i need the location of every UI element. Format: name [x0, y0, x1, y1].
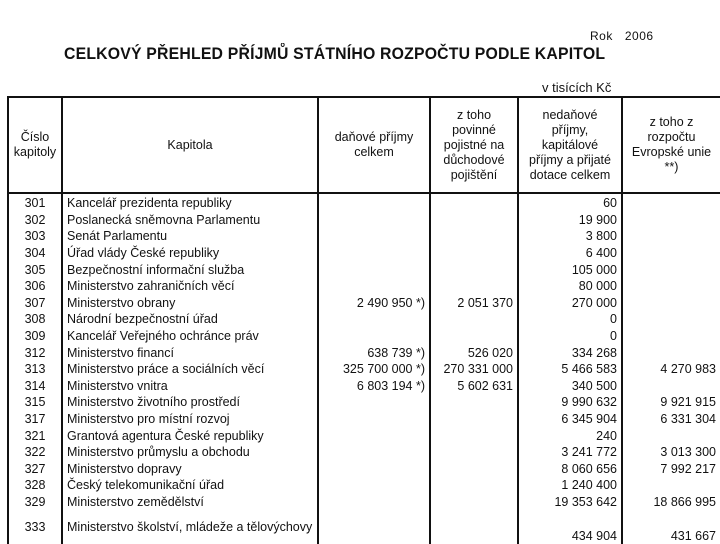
cell-nontax: 0 — [518, 311, 622, 328]
table-row — [8, 361, 720, 378]
table-row — [8, 461, 720, 478]
table-body — [8, 193, 720, 544]
cell-pension — [430, 228, 518, 245]
table-row — [8, 411, 720, 428]
cell-eu — [622, 245, 720, 262]
cell-nontax: 3 241 772 — [518, 444, 622, 461]
cell-eu: 18 866 995 — [622, 494, 720, 511]
cell-pension — [430, 245, 518, 262]
cell-code: 333 — [8, 510, 62, 544]
cell-code: 315 — [8, 394, 62, 411]
cell-tax — [318, 444, 430, 461]
table-row — [8, 477, 720, 494]
cell-nontax: 5 466 583 — [518, 361, 622, 378]
page-title: CELKOVÝ PŘEHLED PŘÍJMŮ STÁTNÍHO ROZPOČTU PODLE KAPITOL — [64, 44, 606, 63]
cell-nontax: 270 000 — [518, 295, 622, 312]
cell-code: 314 — [8, 378, 62, 395]
table-row — [8, 212, 720, 229]
cell-nontax: 334 268 — [518, 344, 622, 361]
cell-code: 301 — [8, 193, 62, 212]
cell-eu — [622, 328, 720, 345]
cell-name: Ministerstvo financí — [62, 344, 318, 361]
cell-code: 305 — [8, 261, 62, 278]
cell-pension — [430, 477, 518, 494]
cell-eu: 6 331 304 — [622, 411, 720, 428]
cell-pension — [430, 411, 518, 428]
cell-code: 304 — [8, 245, 62, 262]
cell-tax — [318, 394, 430, 411]
cell-eu — [622, 311, 720, 328]
header-nontax: nedaňové příjmy, kapitálové příjmy a přijaté dotace celkem — [518, 97, 622, 193]
cell-tax — [318, 245, 430, 262]
cell-nontax: 3 800 — [518, 228, 622, 245]
table-row — [8, 494, 720, 511]
cell-pension — [430, 278, 518, 295]
cell-pension: 2 051 370 — [430, 295, 518, 312]
cell-name: Grantová agentura České republiky — [62, 427, 318, 444]
cell-eu — [622, 477, 720, 494]
cell-nontax: 19 353 642 — [518, 494, 622, 511]
cell-eu — [622, 295, 720, 312]
table-header-row — [8, 97, 720, 193]
cell-code: 307 — [8, 295, 62, 312]
cell-pension — [430, 328, 518, 345]
cell-pension — [430, 212, 518, 229]
cell-name: Ministerstvo zahraničních věcí — [62, 278, 318, 295]
year-caption: Rok — [590, 29, 613, 43]
cell-code: 322 — [8, 444, 62, 461]
cell-nontax: 0 — [518, 328, 622, 345]
cell-nontax: 80 000 — [518, 278, 622, 295]
table-row — [8, 261, 720, 278]
cell-name: Národní bezpečnostní úřad — [62, 311, 318, 328]
cell-eu — [622, 344, 720, 361]
cell-code: 309 — [8, 328, 62, 345]
cell-pension — [430, 494, 518, 511]
cell-code: 313 — [8, 361, 62, 378]
cell-pension — [430, 444, 518, 461]
cell-name: Ministerstvo životního prostředí — [62, 394, 318, 411]
cell-name: Kancelář prezidenta republiky — [62, 193, 318, 212]
cell-eu — [622, 212, 720, 229]
cell-nontax: 1 240 400 — [518, 477, 622, 494]
cell-code: 308 — [8, 311, 62, 328]
cell-pension: 270 331 000 — [430, 361, 518, 378]
cell-nontax: 340 500 — [518, 378, 622, 395]
header-tax: daňové příjmy celkem — [318, 97, 430, 193]
table-row — [8, 228, 720, 245]
cell-pension — [430, 427, 518, 444]
cell-name: Ministerstvo školství, mládeže a tělovýchovy — [62, 510, 318, 544]
cell-tax — [318, 278, 430, 295]
cell-name: Ministerstvo pro místní rozvoj — [62, 411, 318, 428]
cell-tax — [318, 461, 430, 478]
cell-name: Český telekomunikační úřad — [62, 477, 318, 494]
cell-pension — [430, 510, 518, 544]
cell-tax — [318, 328, 430, 345]
cell-eu — [622, 193, 720, 212]
table-row — [8, 245, 720, 262]
cell-code: 329 — [8, 494, 62, 511]
cell-name: Poslanecká sněmovna Parlamentu — [62, 212, 318, 229]
cell-eu — [622, 228, 720, 245]
table-row — [8, 378, 720, 395]
cell-nontax: 6 400 — [518, 245, 622, 262]
cell-name: Kancelář Veřejného ochránce práv — [62, 328, 318, 345]
cell-pension: 526 020 — [430, 344, 518, 361]
header-code: Číslo kapitoly — [8, 97, 62, 193]
cell-tax — [318, 411, 430, 428]
cell-nontax: 240 — [518, 427, 622, 444]
table-row — [8, 278, 720, 295]
cell-tax — [318, 228, 430, 245]
year-label — [590, 29, 654, 43]
cell-nontax: 434 904 — [518, 510, 622, 544]
header-pension: z toho povinné pojistné na důchodové pojištění — [430, 97, 518, 193]
cell-name: Úřad vlády České republiky — [62, 245, 318, 262]
cell-name: Bezpečnostní informační služba — [62, 261, 318, 278]
cell-tax — [318, 193, 430, 212]
cell-tax — [318, 311, 430, 328]
table-row — [8, 311, 720, 328]
cell-code: 303 — [8, 228, 62, 245]
cell-pension — [430, 193, 518, 212]
cell-nontax: 105 000 — [518, 261, 622, 278]
cell-nontax: 8 060 656 — [518, 461, 622, 478]
cell-code: 302 — [8, 212, 62, 229]
cell-eu: 9 921 915 — [622, 394, 720, 411]
cell-tax — [318, 510, 430, 544]
cell-name: Ministerstvo vnitra — [62, 378, 318, 395]
cell-tax: 2 490 950 *) — [318, 295, 430, 312]
cell-name: Ministerstvo obrany — [62, 295, 318, 312]
header-chapter: Kapitola — [62, 97, 318, 193]
cell-tax — [318, 261, 430, 278]
cell-code: 306 — [8, 278, 62, 295]
cell-eu — [622, 427, 720, 444]
cell-tax — [318, 427, 430, 444]
cell-code: 317 — [8, 411, 62, 428]
cell-tax: 6 803 194 *) — [318, 378, 430, 395]
cell-tax: 638 739 *) — [318, 344, 430, 361]
cell-code: 328 — [8, 477, 62, 494]
table-row — [8, 510, 720, 544]
units-note: v tisících Kč — [542, 80, 612, 95]
table-row — [8, 328, 720, 345]
table-row — [8, 193, 720, 212]
cell-name: Ministerstvo průmyslu a obchodu — [62, 444, 318, 461]
cell-nontax: 19 900 — [518, 212, 622, 229]
cell-tax — [318, 477, 430, 494]
cell-eu — [622, 261, 720, 278]
table-row — [8, 444, 720, 461]
cell-pension — [430, 311, 518, 328]
table-row — [8, 295, 720, 312]
cell-eu — [622, 378, 720, 395]
table-row — [8, 427, 720, 444]
cell-eu: 3 013 300 — [622, 444, 720, 461]
cell-tax — [318, 212, 430, 229]
cell-tax — [318, 494, 430, 511]
year-value: 2006 — [624, 29, 654, 43]
cell-nontax: 9 990 632 — [518, 394, 622, 411]
header-eu: z toho z rozpočtu Evropské unie **) — [622, 97, 720, 193]
cell-code: 327 — [8, 461, 62, 478]
cell-eu: 4 270 983 — [622, 361, 720, 378]
cell-tax: 325 700 000 *) — [318, 361, 430, 378]
table-row — [8, 394, 720, 411]
cell-code: 312 — [8, 344, 62, 361]
cell-nontax: 6 345 904 — [518, 411, 622, 428]
cell-name: Senát Parlamentu — [62, 228, 318, 245]
cell-code: 321 — [8, 427, 62, 444]
table-row — [8, 344, 720, 361]
cell-name: Ministerstvo dopravy — [62, 461, 318, 478]
cell-name: Ministerstvo zemědělství — [62, 494, 318, 511]
cell-pension — [430, 461, 518, 478]
cell-pension: 5 602 631 — [430, 378, 518, 395]
cell-eu: 431 667 — [622, 510, 720, 544]
cell-pension — [430, 261, 518, 278]
cell-eu — [622, 278, 720, 295]
cell-eu: 7 992 217 — [622, 461, 720, 478]
cell-pension — [430, 394, 518, 411]
cell-nontax: 60 — [518, 193, 622, 212]
cell-name: Ministerstvo práce a sociálních věcí — [62, 361, 318, 378]
budget-table — [7, 96, 720, 544]
